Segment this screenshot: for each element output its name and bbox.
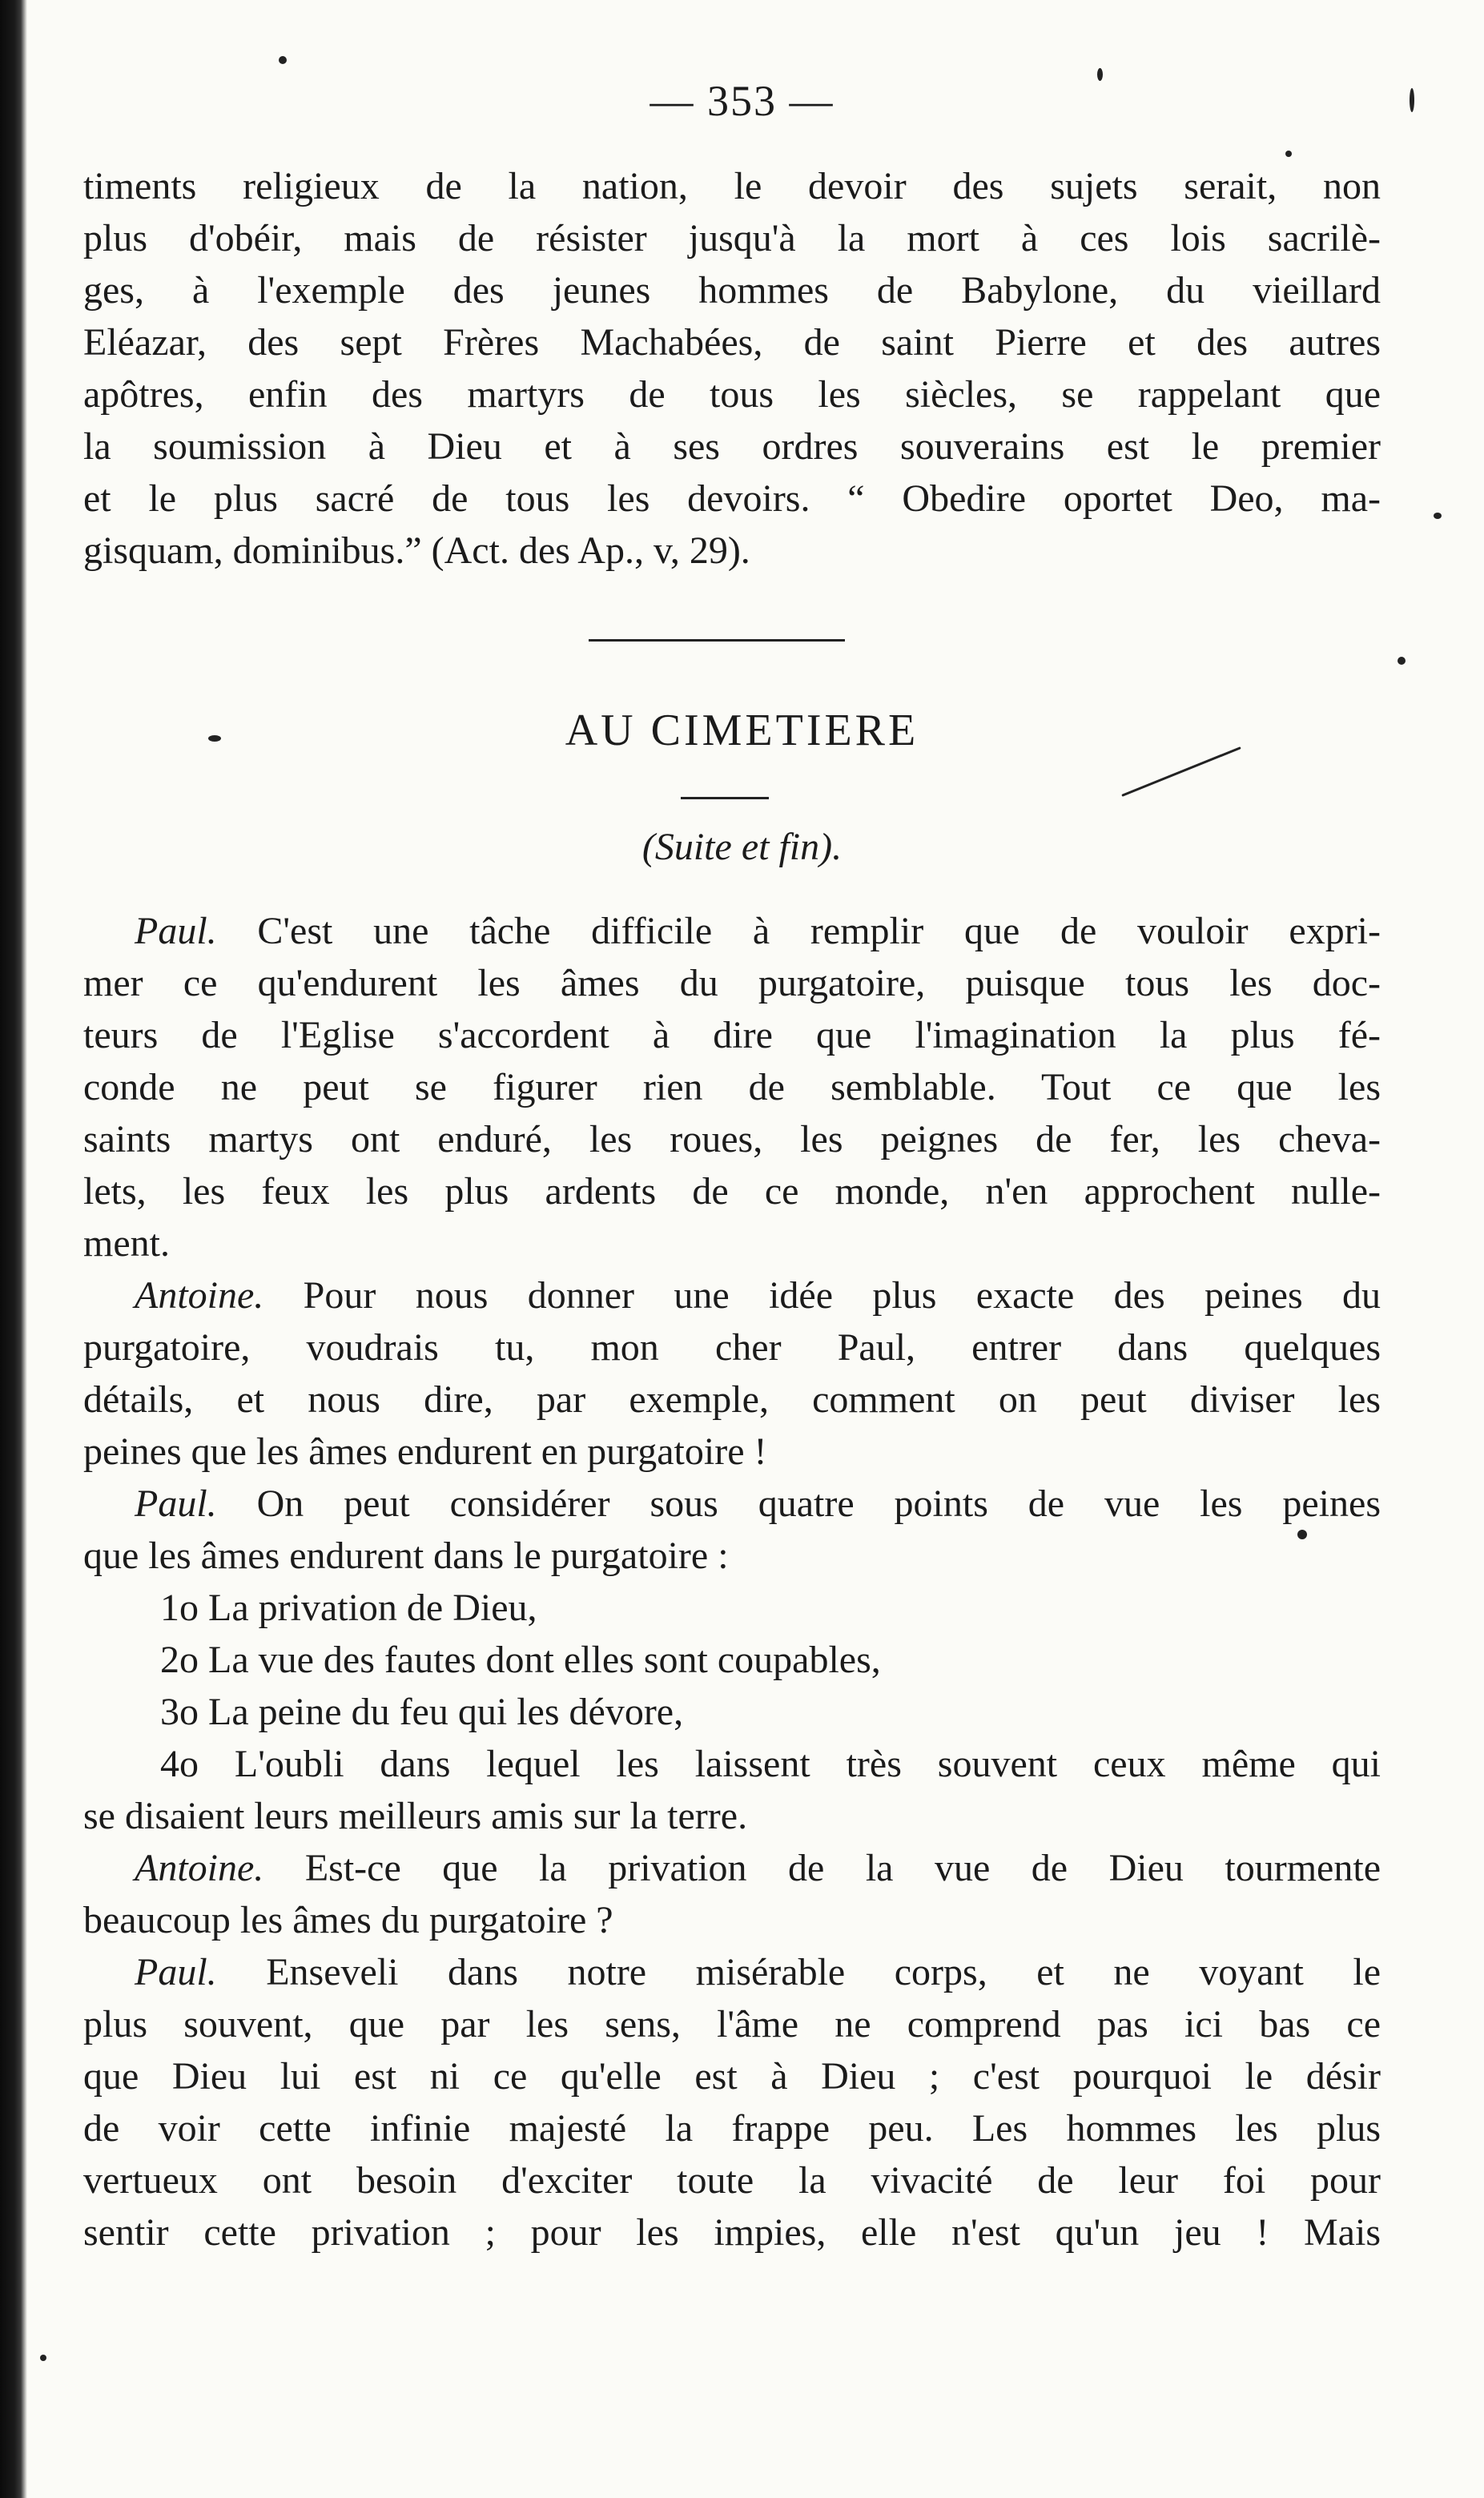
scan-speck: [40, 2355, 46, 2361]
dialogue-line: conde ne peut se figurer rien de semblable. Tout ce que les: [83, 1066, 1381, 1108]
dialogue-line: que Dieu lui est ni ce qu'elle est à Dieu ; c'est pourquoi le désir: [83, 2055, 1381, 2098]
list-item: 1o La privation de Dieu,: [160, 1587, 537, 1629]
paragraph-line: timents religieux de la nation, le devoir des sujets serait, non: [83, 165, 1381, 207]
dialogue-line: détails, et nous dire, par exemple, comment on peut diviser les: [83, 1378, 1381, 1421]
dialogue-line: beaucoup les âmes du purgatoire ?: [83, 1899, 613, 1941]
dialogue-line: peines que les âmes endurent en purgatoire !: [83, 1430, 767, 1473]
title-underline: [681, 797, 769, 799]
scan-speck: [1410, 88, 1414, 112]
dialogue-line: ment.: [83, 1222, 170, 1265]
scan-speck: [1097, 68, 1103, 81]
dialogue-line: plus souvent, que par les sens, l'âme ne comprend pas ici bas ce: [83, 2003, 1381, 2045]
paragraph-line: Eléazar, des sept Frères Machabées, de saint Pierre et des autres: [83, 321, 1381, 364]
dialogue-line: [83, 1946, 1381, 1998]
subtitle: (Suite et fin).: [641, 826, 843, 868]
binding-edge: [0, 0, 27, 2498]
dialogue-line: mer ce qu'endurent les âmes du purgatoire, puisque tous les doc-: [83, 962, 1381, 1004]
dialogue-text: Enseveli dans notre misérable corps, et ne voyant le: [266, 1951, 1381, 1993]
paragraph-line: et le plus sacré de tous les devoirs. “ Obedire oportet Deo, ma-: [83, 477, 1381, 520]
paragraph-line: gisquam, dominibus.” (Act. des Ap., v, 29).: [83, 529, 750, 572]
dialogue-line: [83, 1269, 1381, 1321]
dialogue-text: C'est une tâche difficile à remplir que de vouloir expri-: [257, 910, 1381, 952]
dialogue-line: teurs de l'Eglise s'accordent à dire que l'imagination la plus fé-: [83, 1014, 1381, 1056]
dialogue-line: purgatoire, voudrais tu, mon cher Paul, entrer dans quelques: [83, 1326, 1381, 1369]
paragraph-line: la soumission à Dieu et à ses ordres souverains est le premier: [83, 425, 1381, 468]
scan-speck: [279, 56, 287, 64]
list-item: 2o La vue des fautes dont elles sont coupables,: [160, 1639, 881, 1681]
dialogue-text: Est-ce que la privation de la vue de Dieu tourmente: [304, 1847, 1381, 1889]
paragraph-line: apôtres, enfin des martyrs de tous les siècles, se rappelant que: [83, 373, 1381, 416]
speaker-label: Paul.: [135, 1482, 217, 1525]
dialogue-line: [83, 1842, 1381, 1894]
scan-speck: [1285, 151, 1292, 157]
scan-speck: [1297, 1530, 1307, 1539]
list-item: 4o L'oubli dans lequel les laissent très souvent ceux même qui: [160, 1743, 1381, 1785]
speaker-label: Paul.: [135, 910, 217, 952]
top-paragraph: [83, 160, 1381, 577]
scan-speck: [1398, 657, 1406, 665]
section-title: AU CIMETIERE: [565, 706, 919, 755]
dialogue-text: On peut considérer sous quatre points de vue les peines: [256, 1482, 1381, 1525]
scan-speck: [208, 735, 221, 742]
dialogue-line: vertueux ont besoin d'exciter toute la vivacité de leur foi pour: [83, 2159, 1381, 2202]
dialogue-body: [83, 905, 1381, 2259]
page-number: — 353 —: [650, 77, 834, 125]
section-divider: [589, 639, 845, 642]
dialogue-line: que les âmes endurent dans le purgatoire :: [83, 1535, 729, 1577]
paragraph-line: plus d'obéir, mais de résister jusqu'à la mort à ces lois sacrilè-: [83, 217, 1381, 259]
list-item: 3o La peine du feu qui les dévore,: [160, 1691, 684, 1733]
list-item-continuation: se disaient leurs meilleurs amis sur la terre.: [83, 1795, 748, 1837]
dialogue-line: [83, 1478, 1381, 1530]
dialogue-text: Pour nous donner une idée plus exacte des peines du: [303, 1274, 1381, 1317]
speaker-label: Antoine.: [135, 1847, 264, 1889]
dialogue-line: sentir cette privation ; pour les impies, elle n'est qu'un jeu ! Mais: [83, 2211, 1381, 2254]
dialogue-line: saints martys ont enduré, les roues, les peignes de fer, les cheva-: [83, 1118, 1381, 1161]
dialogue-line: lets, les feux les plus ardents de ce monde, n'en approchent nulle-: [83, 1170, 1381, 1213]
speaker-label: Antoine.: [135, 1274, 264, 1317]
dialogue-line: de voir cette infinie majesté la frappe peu. Les hommes les plus: [83, 2107, 1381, 2150]
dialogue-line: [83, 905, 1381, 957]
speaker-label: Paul.: [135, 1951, 217, 1993]
scan-speck: [1434, 513, 1442, 519]
paragraph-line: ges, à l'exemple des jeunes hommes de Babylone, du vieillard: [83, 269, 1381, 312]
